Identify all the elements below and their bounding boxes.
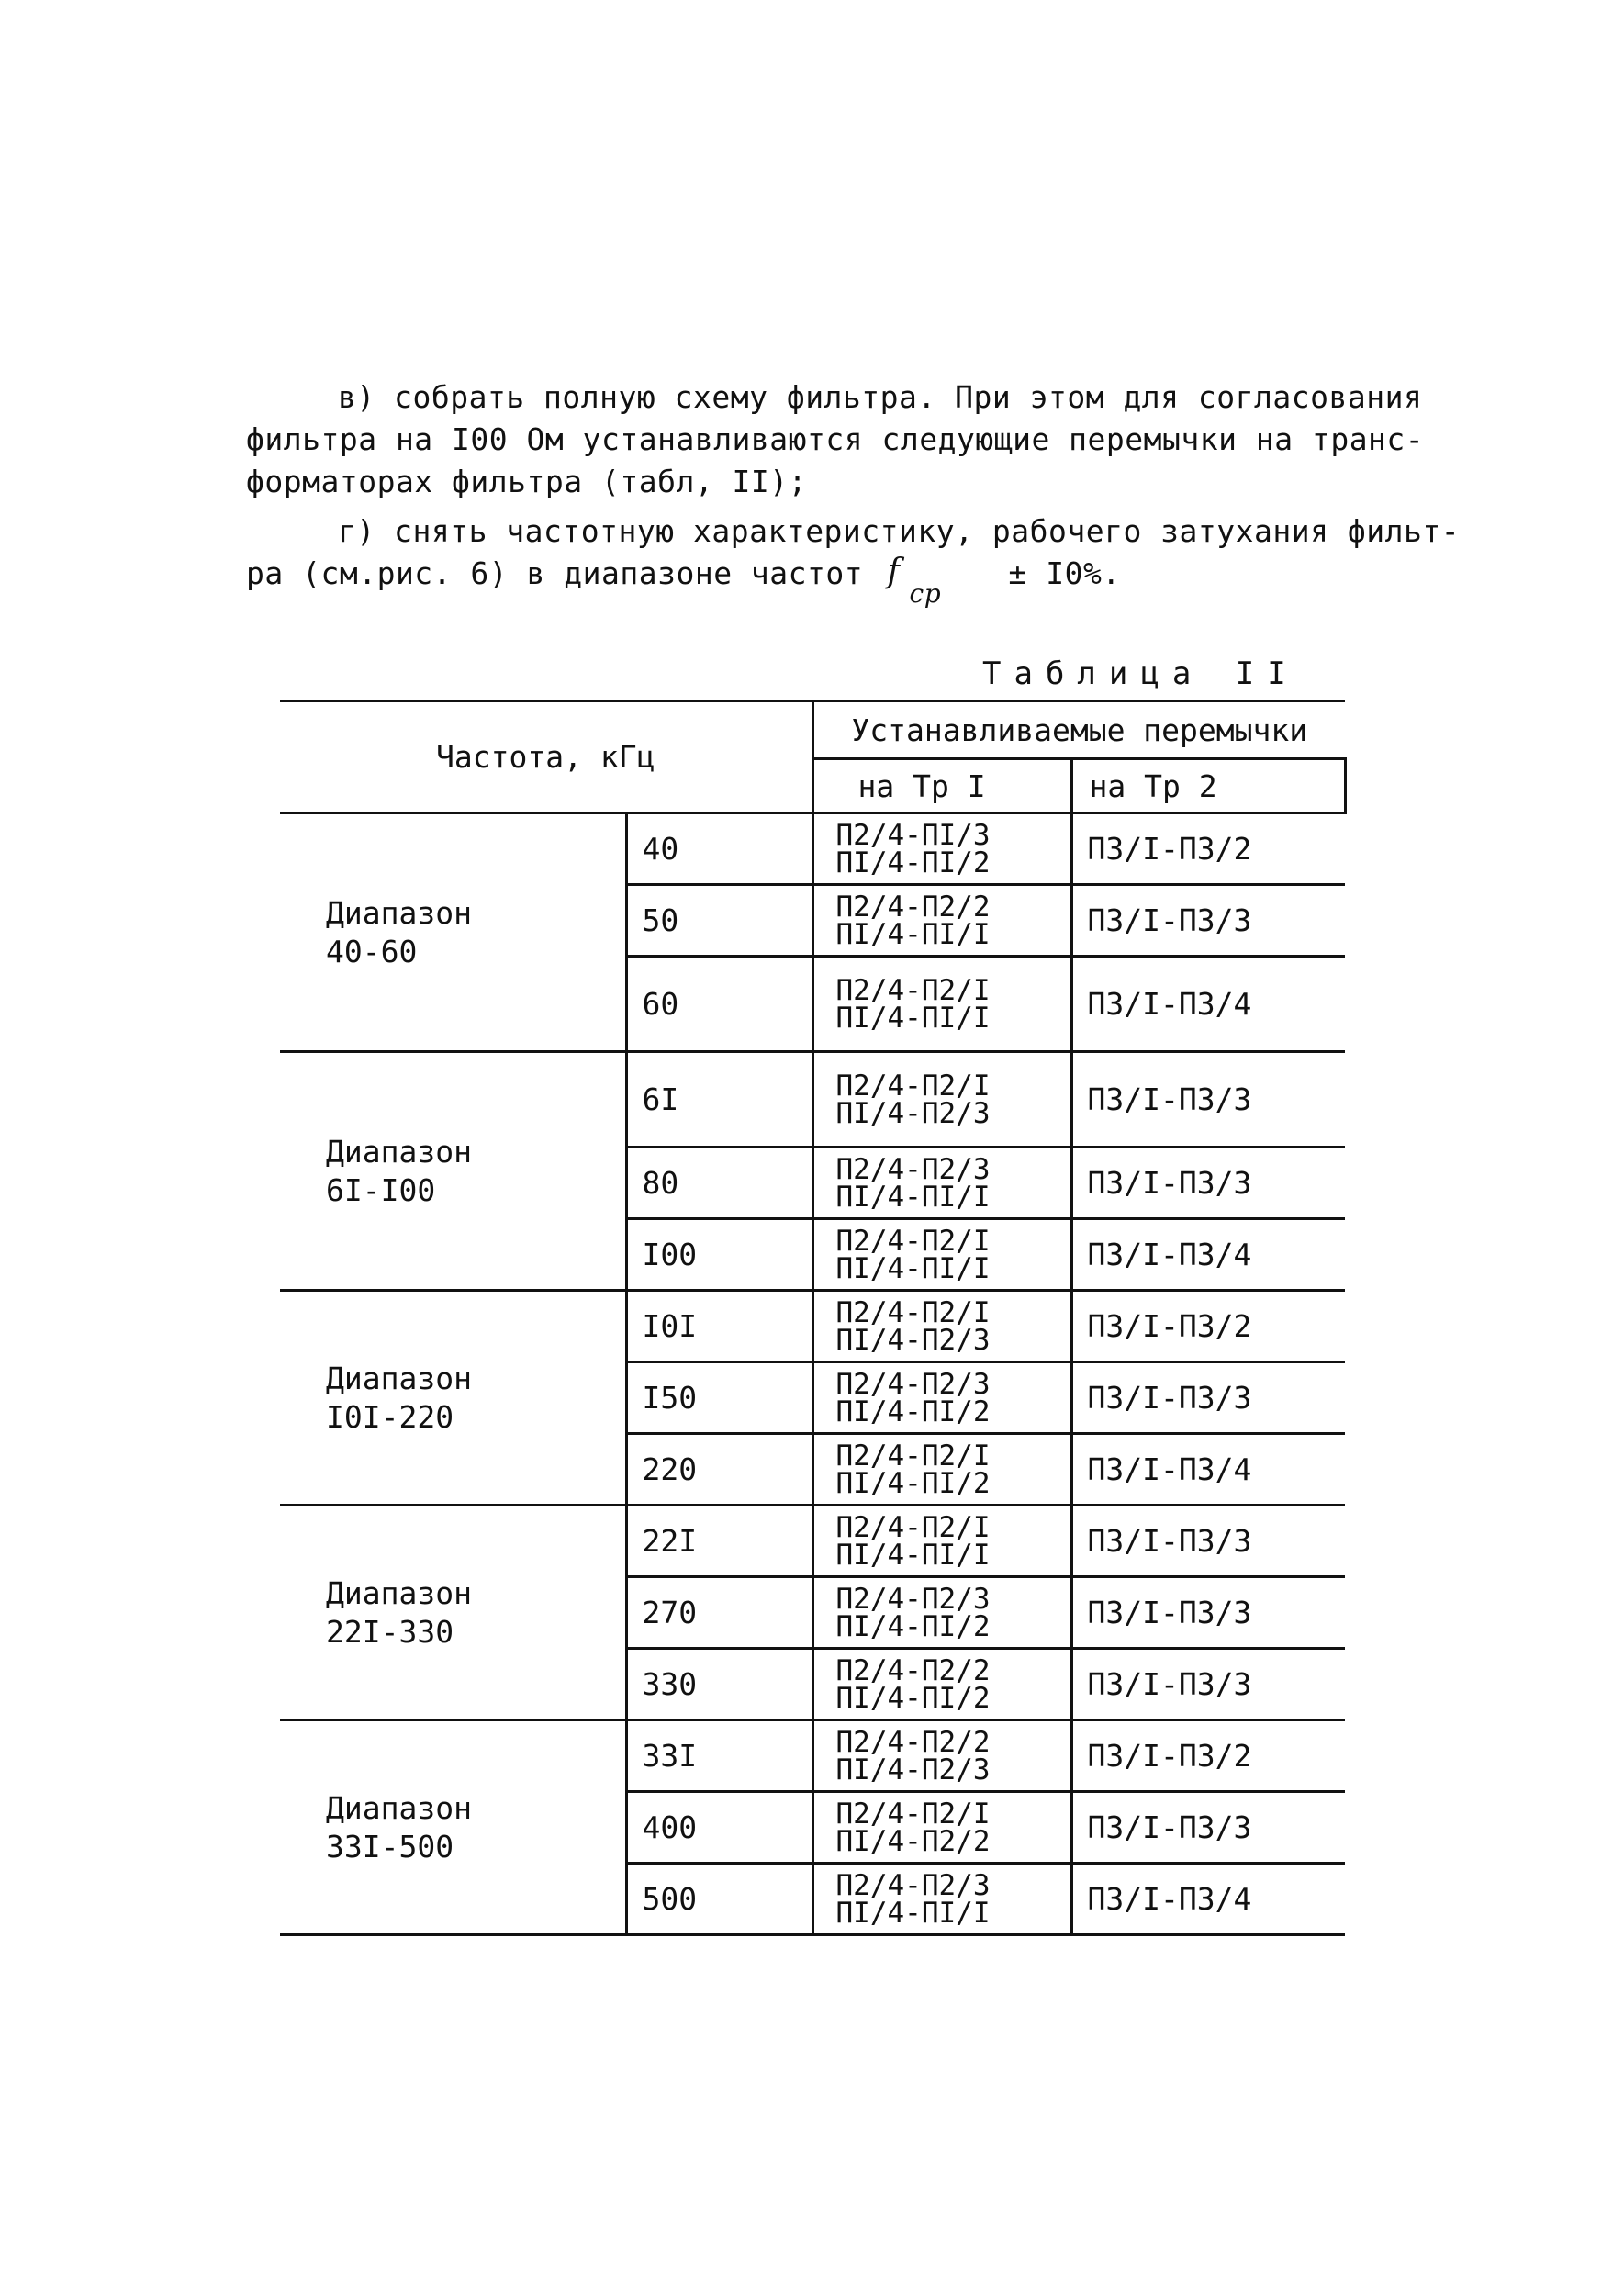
- tr1-jumper-b: ПI/4-ПI/2: [835, 846, 991, 879]
- tr2-jumper-cell: П3/I-П3/4: [1071, 957, 1345, 1052]
- formula-subscript: ср: [909, 578, 942, 609]
- frequency-cell: 500: [626, 1864, 812, 1935]
- tr1-jumper-a: П2/4-П2/3: [835, 1367, 991, 1401]
- paragraph-v-line-2: фильтра на I00 Ом устанавливаются следующие перемычки на транс-: [246, 421, 1425, 457]
- range-cell: [280, 1291, 626, 1506]
- frequency-cell: 33I: [626, 1720, 812, 1792]
- frequency-cell: 40: [626, 813, 812, 885]
- table-row: [280, 1506, 1345, 1577]
- tr1-jumpers-cell: [812, 1148, 1071, 1219]
- range-value: 22I-330: [326, 1613, 454, 1650]
- tr1-jumper-b: ПI/4-ПI/2: [835, 1609, 991, 1643]
- tr1-jumpers-cell: [812, 1506, 1071, 1577]
- paragraph-v-line-1: в) собрать полную схему фильтра. При этом для согласования: [338, 379, 1423, 415]
- range-label: Диапазон: [326, 1574, 472, 1611]
- paragraph-v-line-3: форматорах фильтра (табл, II);: [246, 464, 808, 499]
- frequency-cell: I00: [626, 1219, 812, 1291]
- paragraph-g-line-2-tolerance: ± I0%.: [1008, 555, 1121, 591]
- tr2-jumper-cell: П3/I-П3/3: [1071, 885, 1345, 957]
- tr1-jumper-b: ПI/4-ПI/2: [835, 1394, 991, 1428]
- tr1-jumpers-cell: [812, 885, 1071, 957]
- tr1-jumper-b: ПI/4-П2/2: [835, 1824, 991, 1858]
- frequency-cell: 50: [626, 885, 812, 957]
- range-value: 40-60: [326, 933, 418, 969]
- tr1-jumper-a: П2/4-П2/2: [835, 1725, 991, 1759]
- tr1-jumper-a: П2/4-П2/2: [835, 1653, 991, 1687]
- tr1-jumper-b: ПI/4-ПI/I: [835, 917, 991, 951]
- tr1-jumper-b: ПI/4-П2/3: [835, 1753, 991, 1786]
- tr2-jumper-cell: П3/I-П3/2: [1071, 1720, 1345, 1792]
- tr2-jumper-cell: П3/I-П3/3: [1071, 1052, 1345, 1148]
- tr1-jumper-a: П2/4-П2/2: [835, 890, 991, 924]
- range-label: Диапазон: [326, 1133, 472, 1170]
- tr2-jumper-cell: П3/I-П3/3: [1071, 1649, 1345, 1720]
- paragraph-g: [246, 510, 1461, 609]
- range-value: I0I-220: [326, 1398, 454, 1435]
- frequency-cell: 6I: [626, 1052, 812, 1148]
- tr1-jumper-a: П2/4-П2/3: [835, 1152, 991, 1186]
- tr2-jumper-cell: П3/I-П3/3: [1071, 1792, 1345, 1864]
- table-row: [280, 813, 1345, 885]
- paragraph-g-line-2-text: ра (см.рис. 6) в диапазоне частот: [246, 555, 864, 591]
- table-row: [280, 1720, 1345, 1792]
- tr2-jumper-cell: П3/I-П3/3: [1071, 1362, 1345, 1434]
- tr1-jumper-b: ПI/4-П2/3: [835, 1096, 991, 1130]
- tr1-jumper-b: ПI/4-ПI/I: [835, 1896, 991, 1930]
- table-title: Таблица II: [982, 655, 1299, 692]
- tr1-jumpers-cell: [812, 1434, 1071, 1506]
- tr1-jumper-a: П2/4-П2/I: [835, 1295, 991, 1329]
- range-cell: [280, 1052, 626, 1291]
- range-value: 6I-I00: [326, 1171, 436, 1208]
- frequency-formula: [882, 553, 965, 609]
- tr2-jumper-cell: П3/I-П3/3: [1071, 1577, 1345, 1649]
- range-value: 33I-500: [326, 1828, 454, 1865]
- frequency-cell: 400: [626, 1792, 812, 1864]
- tr1-jumper-b: ПI/4-П2/3: [835, 1323, 991, 1357]
- tr1-jumpers-cell: [812, 1792, 1071, 1864]
- tr1-jumper-b: ПI/4-ПI/I: [835, 1180, 991, 1214]
- frequency-cell: 270: [626, 1577, 812, 1649]
- tr2-jumper-cell: П3/I-П3/4: [1071, 1864, 1345, 1935]
- range-cell: [280, 813, 626, 1052]
- header-tr1: на Тр I: [812, 759, 1071, 813]
- tr1-jumper-a: П2/4-П2/I: [835, 1069, 991, 1103]
- tr1-jumper-b: ПI/4-ПI/I: [835, 1538, 991, 1572]
- tr1-jumper-b: ПI/4-ПI/2: [835, 1466, 991, 1500]
- tr1-jumper-b: ПI/4-ПI/I: [835, 1251, 991, 1285]
- tr2-jumper-cell: П3/I-П3/3: [1071, 1506, 1345, 1577]
- tr1-jumper-a: П2/4-П2/I: [835, 973, 991, 1007]
- table-row: [280, 1052, 1345, 1148]
- tr1-jumpers-cell: [812, 1720, 1071, 1792]
- tr1-jumper-a: П2/4-П2/I: [835, 1224, 991, 1258]
- header-tr2: на Тр 2: [1071, 759, 1345, 813]
- jumpers-table: [280, 700, 1347, 1936]
- tr2-jumper-cell: П3/I-П3/4: [1071, 1219, 1345, 1291]
- frequency-cell: 22I: [626, 1506, 812, 1577]
- range-label: Диапазон: [326, 1360, 472, 1396]
- range-label: Диапазон: [326, 1789, 472, 1826]
- tr1-jumpers-cell: [812, 1649, 1071, 1720]
- table-row: [280, 1291, 1345, 1362]
- tr2-jumper-cell: П3/I-П3/2: [1071, 813, 1345, 885]
- range-label: Диапазон: [326, 894, 472, 931]
- frequency-cell: 80: [626, 1148, 812, 1219]
- tr1-jumpers-cell: [812, 1291, 1071, 1362]
- frequency-cell: I0I: [626, 1291, 812, 1362]
- paragraph-v: [246, 376, 1425, 503]
- header-jumpers: Устанавливаемые перемычки: [812, 701, 1345, 759]
- range-cell: [280, 1720, 626, 1935]
- tr1-jumpers-cell: [812, 813, 1071, 885]
- tr2-jumper-cell: П3/I-П3/2: [1071, 1291, 1345, 1362]
- tr1-jumpers-cell: [812, 1362, 1071, 1434]
- paragraph-g-line-1: г) снять частотную характеристику, рабочего затухания фильт-: [338, 513, 1461, 549]
- frequency-cell: I50: [626, 1362, 812, 1434]
- tr1-jumper-b: ПI/4-ПI/I: [835, 1001, 991, 1035]
- tr1-jumper-a: П2/4-П2/I: [835, 1797, 991, 1831]
- range-cell: [280, 1506, 626, 1720]
- tr2-jumper-cell: П3/I-П3/4: [1071, 1434, 1345, 1506]
- tr1-jumper-b: ПI/4-ПI/2: [835, 1681, 991, 1715]
- formula-f: f: [887, 553, 901, 590]
- frequency-cell: 60: [626, 957, 812, 1052]
- tr1-jumper-a: П2/4-П2/I: [835, 1510, 991, 1544]
- tr2-jumper-cell: П3/I-П3/3: [1071, 1148, 1345, 1219]
- paragraph-g-line-2: [246, 553, 1384, 609]
- frequency-cell: 220: [626, 1434, 812, 1506]
- tr1-jumpers-cell: [812, 1577, 1071, 1649]
- tr1-jumpers-cell: [812, 1052, 1071, 1148]
- tr1-jumper-a: П2/4-П2/I: [835, 1439, 991, 1473]
- tr1-jumper-a: П2/4-П2/3: [835, 1582, 991, 1616]
- tr1-jumpers-cell: [812, 957, 1071, 1052]
- tr1-jumpers-cell: [812, 1864, 1071, 1935]
- header-frequency: Частота, кГц: [280, 701, 812, 813]
- tr1-jumpers-cell: [812, 1219, 1071, 1291]
- tr1-jumper-a: П2/4-ПI/3: [835, 818, 991, 852]
- frequency-cell: 330: [626, 1649, 812, 1720]
- tr1-jumper-a: П2/4-П2/3: [835, 1868, 991, 1902]
